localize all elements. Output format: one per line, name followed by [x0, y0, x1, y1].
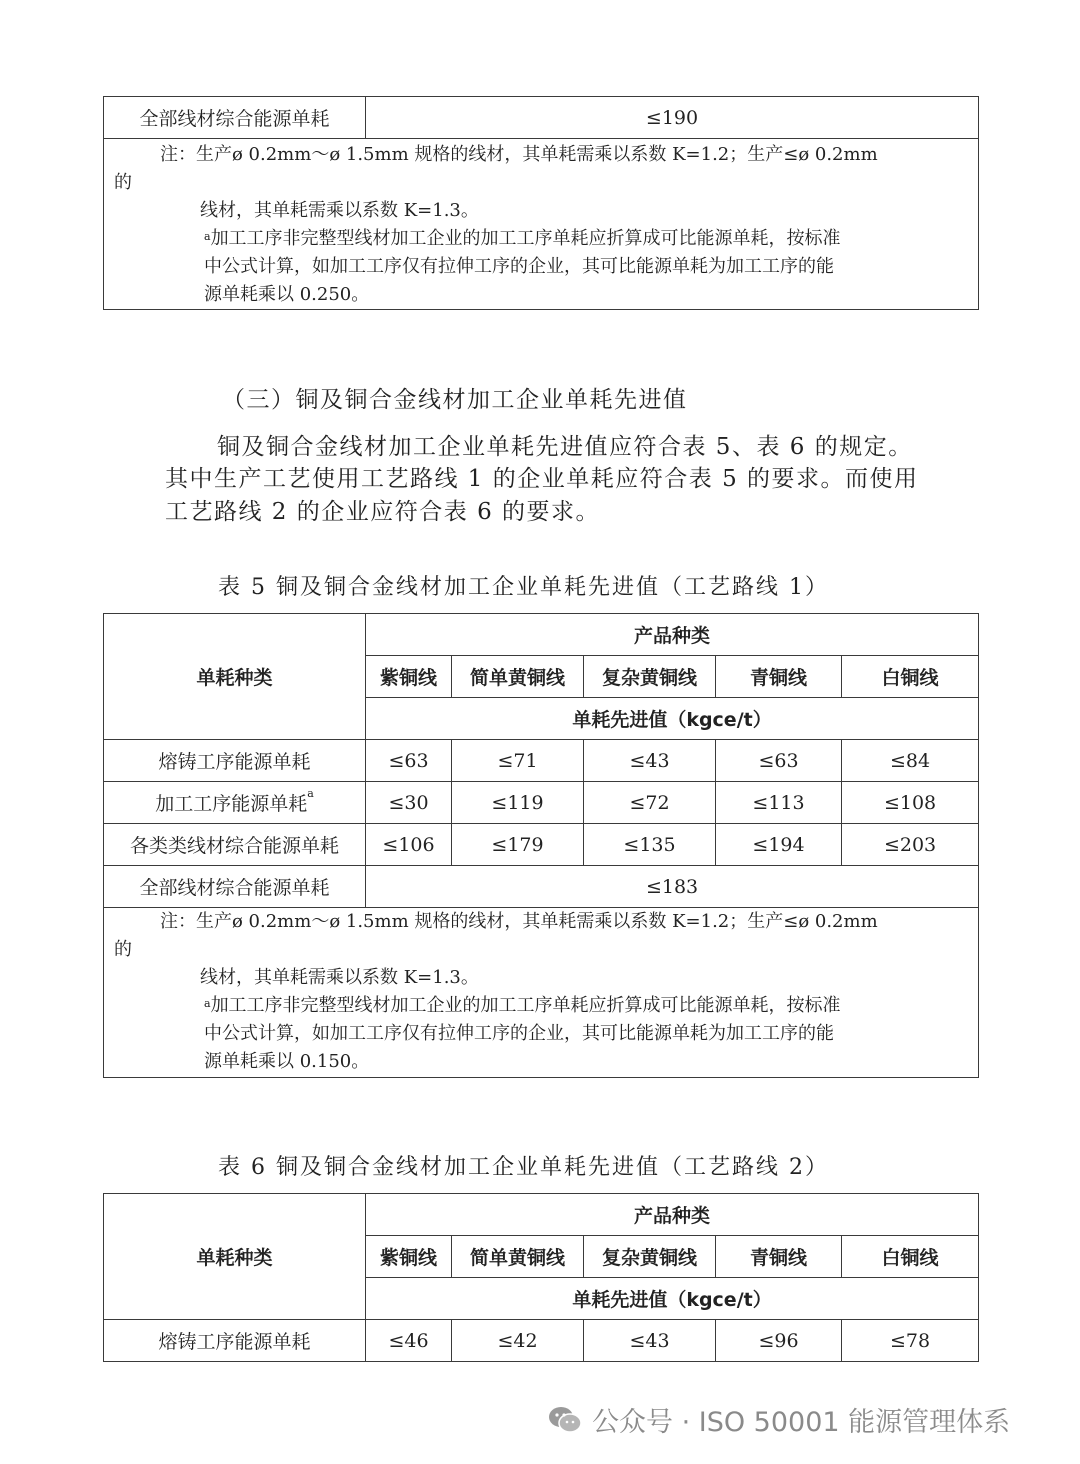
- row-label: 熔铸工序能源单耗: [104, 740, 366, 782]
- table5: [103, 613, 979, 1078]
- cell-value: ≤113: [716, 782, 842, 824]
- paragraph-line: 铜及铜合金线材加工企业单耗先进值应符合表 5、表 6 的规定。: [217, 434, 913, 460]
- footnote-marker: a: [204, 230, 211, 243]
- row-header: 单耗种类: [104, 1194, 366, 1320]
- cell-value: ≤179: [452, 824, 584, 866]
- note-line: 注：生产ø 0.2mm～ø 1.5mm 规格的线材，其单耗需乘以系数 K=1.2；生产≤ø 0.2mm: [160, 911, 878, 932]
- table6: [103, 1193, 979, 1362]
- watermark-text: 公众号 · ISO 50001 能源管理体系: [592, 1407, 1011, 1438]
- column-header: 白铜线: [842, 1236, 979, 1278]
- column-header: 简单黄铜线: [452, 1236, 584, 1278]
- total-label: 全部线材综合能源单耗: [104, 97, 366, 139]
- note-line: $^a$加工工序非完整型线材加工企业的加工工序单耗应折算成可比能源单耗，按标准: [204, 228, 841, 249]
- note-line: 的: [114, 172, 132, 193]
- cell-value: ≤72: [584, 782, 716, 824]
- column-header: 复杂黄铜线: [584, 1236, 716, 1278]
- group-header: 产品种类: [366, 614, 979, 656]
- cell-value: ≤96: [716, 1320, 842, 1362]
- note-line: 注：生产ø 0.2mm～ø 1.5mm 规格的线材，其单耗需乘以系数 K=1.2；生产≤ø 0.2mm: [160, 144, 878, 165]
- paragraph-line: 工艺路线 2 的企业应符合表 6 的要求。: [165, 499, 601, 525]
- column-header: 紫铜线: [366, 656, 452, 698]
- row-label: 熔铸工序能源单耗: [104, 1320, 366, 1362]
- cell-value: ≤119: [452, 782, 584, 824]
- row-header: 单耗种类: [104, 614, 366, 740]
- column-header: 青铜线: [716, 1236, 842, 1278]
- cell-value: ≤203: [842, 824, 979, 866]
- table5-caption: 表 5 铜及铜合金线材加工企业单耗先进值（工艺路线 1）: [218, 575, 829, 600]
- table-note: [104, 908, 979, 1078]
- note-line: 源单耗乘以 0.250。: [204, 284, 370, 305]
- table-row: [104, 740, 979, 782]
- table-note: [104, 139, 979, 310]
- note-line: $^a$加工工序非完整型线材加工企业的加工工序单耗应折算成可比能源单耗，按标准: [204, 995, 841, 1016]
- footnote-marker: a: [204, 997, 211, 1010]
- column-header: 复杂黄铜线: [584, 656, 716, 698]
- cell-value: ≤135: [584, 824, 716, 866]
- column-header: 紫铜线: [366, 1236, 452, 1278]
- column-header: 简单黄铜线: [452, 656, 584, 698]
- wechat-icon: [548, 1405, 582, 1435]
- total-value: ≤190: [366, 97, 979, 139]
- watermark: [548, 1400, 1010, 1439]
- cell-value: ≤78: [842, 1320, 979, 1362]
- cell-value: ≤63: [716, 740, 842, 782]
- cell-value: ≤194: [716, 824, 842, 866]
- unit-header: 单耗先进值（kgce/t）: [366, 698, 979, 740]
- paragraph-line: 其中生产工艺使用工艺路线 1 的企业单耗应符合表 5 的要求。而使用: [165, 466, 919, 492]
- note-line: 线材，其单耗需乘以系数 K=1.3。: [200, 200, 479, 221]
- cell-value: ≤71: [452, 740, 584, 782]
- cell-value: ≤84: [842, 740, 979, 782]
- total-value: ≤183: [366, 866, 979, 908]
- column-header: 白铜线: [842, 656, 979, 698]
- section-heading: （三）铜及铜合金线材加工企业单耗先进值: [222, 387, 688, 413]
- cell-value: ≤43: [584, 740, 716, 782]
- top-table: [103, 96, 979, 310]
- cell-value: ≤30: [366, 782, 452, 824]
- note-line: 线材，其单耗需乘以系数 K=1.3。: [200, 967, 479, 988]
- table-row: [104, 824, 979, 866]
- table-row: [104, 866, 979, 908]
- footnote-marker: a: [307, 787, 314, 800]
- cell-value: ≤63: [366, 740, 452, 782]
- cell-value: ≤108: [842, 782, 979, 824]
- column-header: 青铜线: [716, 656, 842, 698]
- unit-header: 单耗先进值（kgce/t）: [366, 1278, 979, 1320]
- table6-caption: 表 6 铜及铜合金线材加工企业单耗先进值（工艺路线 2）: [218, 1155, 829, 1180]
- table-row: [104, 1320, 979, 1362]
- cell-value: ≤106: [366, 824, 452, 866]
- total-label: 全部线材综合能源单耗: [104, 866, 366, 908]
- row-label: 加工工序能源单耗$^a$: [104, 782, 366, 824]
- group-header: 产品种类: [366, 1194, 979, 1236]
- row-label: 各类类线材综合能源单耗: [104, 824, 366, 866]
- note-line: 的: [114, 939, 132, 960]
- cell-value: ≤46: [366, 1320, 452, 1362]
- note-line: 中公式计算，如加工工序仅有拉伸工序的企业，其可比能源单耗为加工工序的能: [204, 1023, 834, 1044]
- note-line: 中公式计算，如加工工序仅有拉伸工序的企业，其可比能源单耗为加工工序的能: [204, 256, 834, 277]
- table-row: [104, 782, 979, 824]
- cell-value: ≤43: [584, 1320, 716, 1362]
- note-line: 源单耗乘以 0.150。: [204, 1051, 370, 1072]
- cell-value: ≤42: [452, 1320, 584, 1362]
